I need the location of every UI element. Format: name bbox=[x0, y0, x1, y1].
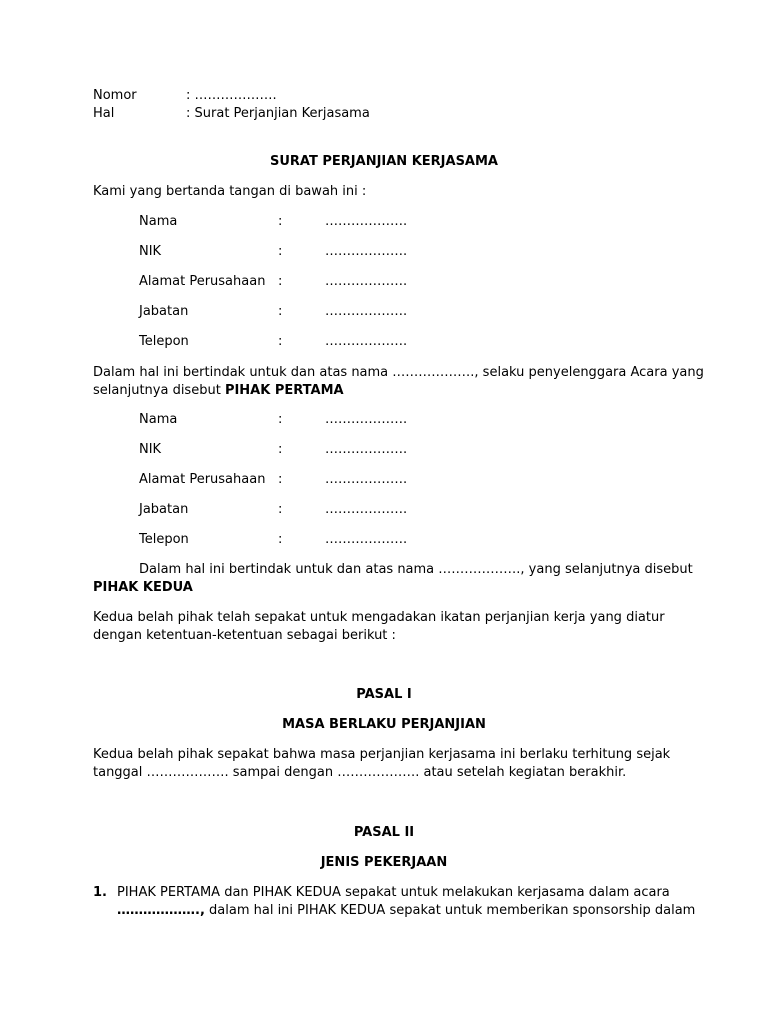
pasal1-line2: tanggal ………………. sampai dengan ………………. atau setelah kegiatan berakhir. bbox=[93, 765, 627, 780]
field-label: Nama bbox=[139, 214, 178, 229]
field-separator: : bbox=[278, 304, 283, 319]
field-label: Nama bbox=[139, 412, 178, 427]
list-item-number: 1. bbox=[93, 885, 107, 900]
intro-text: Kami yang bertanda tangan di bawah ini : bbox=[93, 184, 367, 199]
field-value: ………………. bbox=[325, 502, 408, 517]
field-label: Alamat Perusahaan bbox=[139, 472, 266, 487]
party2-statement-line1: Dalam hal ini bertindak untuk dan atas nama ………………., yang selanjutnya disebut bbox=[139, 562, 693, 577]
pasal2-subheading: JENIS PEKERJAAN bbox=[320, 855, 448, 870]
field-value: ………………. bbox=[325, 214, 408, 229]
pihak-pertama-label: PIHAK PERTAMA bbox=[224, 383, 344, 398]
nomor-value: : ………………. bbox=[186, 88, 277, 103]
list-item-line1: PIHAK PERTAMA dan PIHAK KEDUA sepakat untuk melakukan kerjasama dalam acara bbox=[117, 885, 670, 900]
field-label: Jabatan bbox=[139, 502, 189, 517]
field-separator: : bbox=[278, 244, 283, 259]
party1-statement-line2 bbox=[93, 382, 344, 400]
pihak-kedua-label: PIHAK KEDUA bbox=[93, 580, 193, 595]
pasal1-line1: Kedua belah pihak sepakat bahwa masa perjanjian kerjasama ini berlaku terhitung sejak bbox=[93, 747, 671, 762]
field-value: ………………. bbox=[325, 442, 408, 457]
field-value: ………………. bbox=[325, 472, 408, 487]
agreement-line1: Kedua belah pihak telah sepakat untuk mengadakan ikatan perjanjian kerja yang diatur bbox=[93, 610, 665, 625]
party1-statement-line1: Dalam hal ini bertindak untuk dan atas nama ………………., selaku penyelenggara Acara yang bbox=[93, 365, 704, 380]
document-title: SURAT PERJANJIAN KERJASAMA bbox=[270, 154, 498, 169]
field-separator: : bbox=[278, 472, 283, 487]
field-label: Jabatan bbox=[139, 304, 189, 319]
field-separator: : bbox=[278, 412, 283, 427]
field-label: Alamat Perusahaan bbox=[139, 274, 266, 289]
nomor-label: Nomor bbox=[93, 88, 137, 103]
field-value: ………………. bbox=[325, 334, 408, 349]
field-label: NIK bbox=[139, 244, 162, 259]
field-separator: : bbox=[278, 442, 283, 457]
party1-statement-prefix: selanjutnya disebut bbox=[93, 383, 225, 398]
field-value: ………………. bbox=[325, 412, 408, 427]
field-label: Telepon bbox=[139, 334, 189, 349]
field-value: ………………. bbox=[325, 274, 408, 289]
field-label: Telepon bbox=[139, 532, 189, 547]
hal-label: Hal bbox=[93, 106, 115, 121]
field-separator: : bbox=[278, 502, 283, 517]
field-separator: : bbox=[278, 532, 283, 547]
list-item-rest: dalam hal ini PIHAK KEDUA sepakat untuk memberikan sponsorship dalam bbox=[204, 903, 696, 918]
pasal1-subheading: MASA BERLAKU PERJANJIAN bbox=[282, 717, 486, 732]
list-item-dots: ………………., bbox=[117, 903, 205, 918]
field-separator: : bbox=[278, 214, 283, 229]
agreement-line2: dengan ketentuan-ketentuan sebagai berikut : bbox=[93, 628, 396, 643]
field-separator: : bbox=[278, 334, 283, 349]
field-value: ………………. bbox=[325, 532, 408, 547]
list-item-line2 bbox=[117, 902, 695, 920]
field-value: ………………. bbox=[325, 244, 408, 259]
pasal1-heading: PASAL I bbox=[356, 687, 412, 702]
field-separator: : bbox=[278, 274, 283, 289]
field-value: ………………. bbox=[325, 304, 408, 319]
hal-value: : Surat Perjanjian Kerjasama bbox=[186, 106, 370, 121]
pasal2-heading: PASAL II bbox=[353, 825, 415, 840]
field-label: NIK bbox=[139, 442, 162, 457]
